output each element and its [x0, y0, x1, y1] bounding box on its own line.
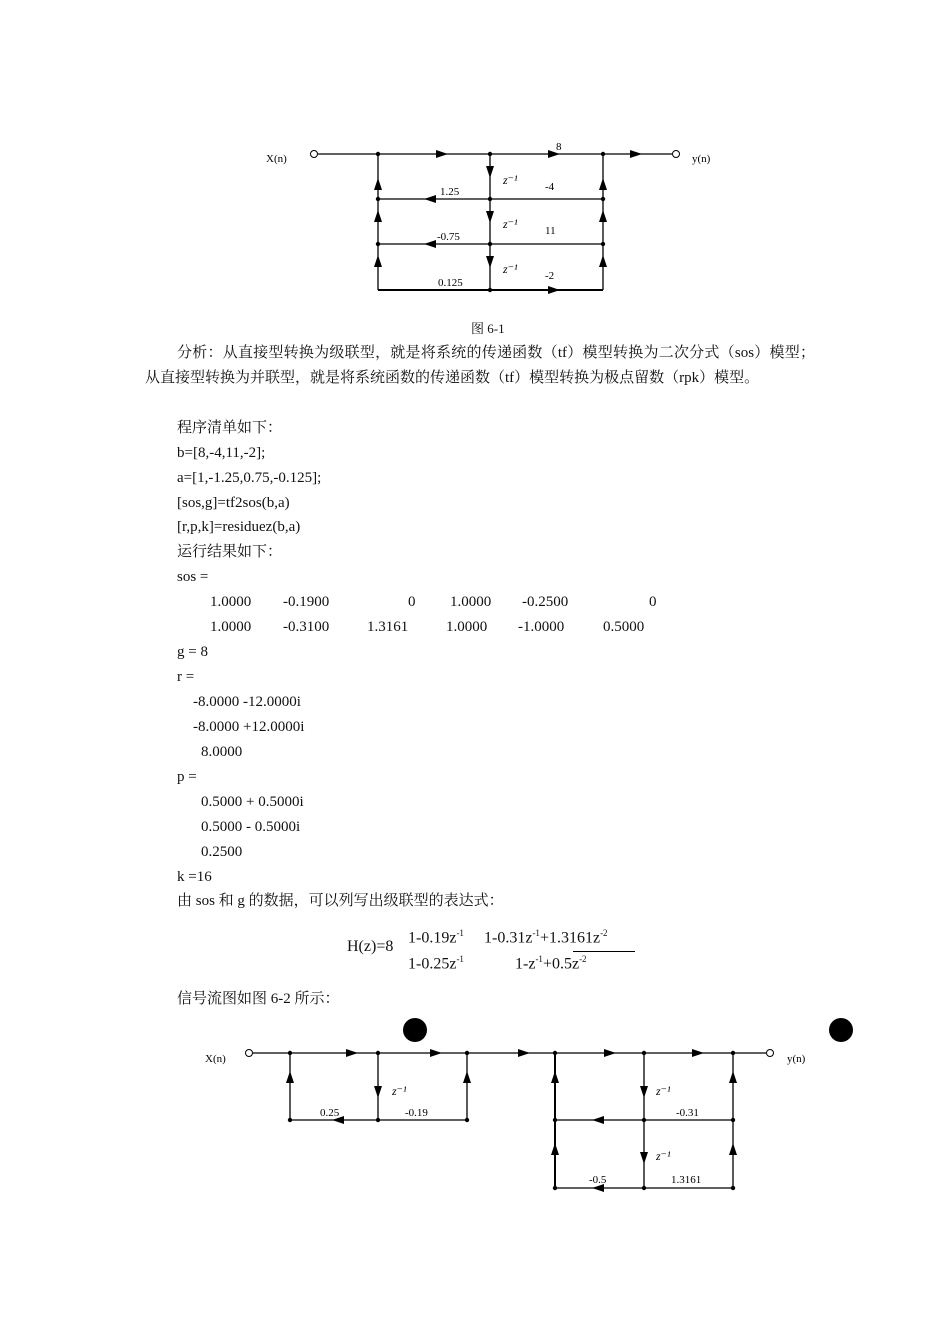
black-dot [829, 1018, 853, 1042]
k-result: k =16 [177, 869, 212, 885]
figure-6-2 [0, 1010, 950, 1200]
sos-cell: 0.5000 [603, 619, 645, 635]
fig2-delay-1: z⁻¹ [392, 1084, 407, 1098]
sos-cell: -0.1900 [283, 594, 330, 610]
r-value-3: 8.0000 [201, 744, 243, 760]
formula-exp: -1 [456, 954, 464, 964]
cascade-intro: 由 sos 和 g 的数据，可以列写出级联型的表达式： [177, 893, 504, 909]
sos-label: sos = [177, 569, 209, 585]
sos-cell: 1.0000 [210, 619, 252, 635]
fig2-output-label: y(n) [787, 1053, 806, 1065]
fraction-bar [573, 951, 635, 952]
r-value-2: -8.0000 +12.0000i [193, 719, 305, 735]
sos-cell: 1.0000 [210, 594, 252, 610]
figure-6-1-caption: 图 6-1 [471, 321, 505, 336]
sos-cell: -0.3100 [283, 619, 330, 635]
sos-cell: 0 [408, 594, 416, 610]
program-heading: 程序清单如下： [177, 420, 283, 436]
formula-den2 [515, 954, 587, 973]
formula-num2b-text: +1.3161z [539, 929, 601, 947]
fig1-delay-3: z⁻¹ [503, 262, 518, 276]
fig1-output-label: y(n) [692, 153, 711, 165]
r-label: r = [177, 669, 195, 685]
fig1-coeff-b3: -2 [545, 270, 555, 282]
formula-num1-text: 1-0.19z [408, 929, 457, 947]
fig2-delay-2: z⁻¹ [656, 1084, 671, 1098]
fig1-input-label: X(n) [266, 153, 287, 165]
fig1-coeff-a2: -0.75 [437, 231, 460, 243]
fig2-input-node [246, 1050, 253, 1057]
p-value-2: 0.5000 - 0.5000i [201, 819, 301, 835]
fig1-coeff-a3: 0.125 [438, 277, 463, 289]
results-heading: 运行结果如下： [177, 544, 283, 560]
formula-exp: -2 [600, 928, 608, 938]
sos-cell: 0 [649, 594, 657, 610]
code-line-3: [sos,g]=tf2sos(b,a) [177, 495, 290, 511]
formula-exp: -1 [532, 928, 540, 938]
formula-exp: -1 [535, 954, 543, 964]
formula-den2a-text: 1-z [515, 955, 536, 973]
formula-lhs: H(z)=8 [347, 938, 394, 955]
formula-exp: -1 [456, 928, 464, 938]
fig2-intro: 信号流图如图 6-2 所示： [177, 991, 340, 1007]
analysis-paragraph: 分析：从直接型转换为级联型，就是将系统的传递函数（tf）模型转换为二次分式（sos）模型；从直接型转换为并联型，就是将系统函数的传递函数（tf）模型转换为极点留数（rpk）模型。 [145, 345, 815, 386]
sos-cell: 1.0000 [446, 619, 488, 635]
formula-exp: -2 [579, 954, 587, 964]
formula-num2a-text: 1-0.31z [484, 929, 533, 947]
p-value-1: 0.5000 + 0.5000i [201, 794, 304, 810]
fig2-coeff: -0.19 [405, 1107, 428, 1119]
sos-cell: 1.3161 [367, 619, 409, 635]
g-result: g = 8 [177, 644, 208, 660]
formula-num1 [408, 928, 464, 947]
fig1-coeff-b1: -4 [545, 181, 555, 193]
fig2-input-label: X(n) [205, 1053, 226, 1065]
fig1-coeff-a1: 1.25 [440, 186, 460, 198]
formula-den1 [408, 954, 464, 973]
input-node [311, 151, 318, 158]
sos-cell: 1.0000 [450, 594, 492, 610]
fig2-coeff: -0.31 [676, 1107, 699, 1119]
r-value-1: -8.0000 -12.0000i [193, 694, 301, 710]
code-line-4: [r,p,k]=residuez(b,a) [177, 519, 301, 535]
fig1-coeff-b2: 11 [545, 225, 556, 237]
sos-cell: -0.2500 [522, 594, 569, 610]
p-label: p = [177, 769, 197, 785]
fig1-delay-1: z⁻¹ [503, 173, 518, 187]
code-line-2: a=[1,-1.25,0.75,-0.125]; [177, 470, 322, 486]
formula-den2b-text: +0.5z [542, 955, 580, 973]
sos-cell: -1.0000 [518, 619, 565, 635]
formula-den1-text: 1-0.25z [408, 955, 457, 973]
fig1-delay-2: z⁻¹ [503, 217, 518, 231]
fig1-coeff-b0: 8 [556, 141, 562, 153]
formula-num2 [484, 928, 608, 947]
fig2-coeff: 0.25 [320, 1107, 340, 1119]
black-dot [403, 1018, 427, 1042]
fig2-coeff: 1.3161 [671, 1174, 702, 1186]
p-value-3: 0.2500 [201, 844, 243, 860]
figure-6-1 [0, 0, 950, 310]
output-node [673, 151, 680, 158]
fig2-output-node [767, 1050, 774, 1057]
fig2-coeff: -0.5 [589, 1174, 607, 1186]
fig2-delay-3: z⁻¹ [656, 1149, 671, 1163]
code-line-1: b=[8,-4,11,-2]; [177, 445, 266, 461]
